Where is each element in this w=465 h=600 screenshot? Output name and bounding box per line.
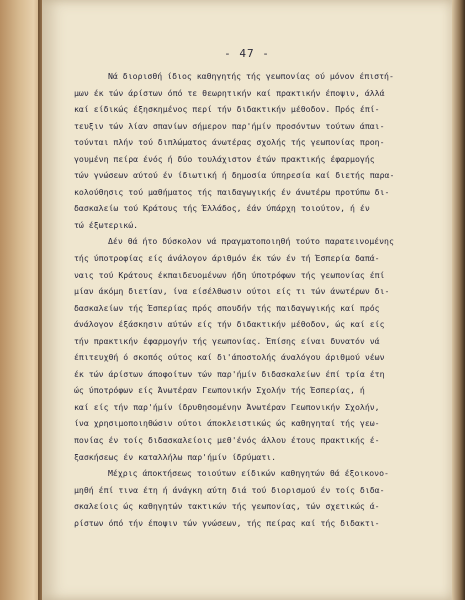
- text-line: έπιτευχθή ό σκοπός ούτος καί δι'άποστολής άναλόγου άριθμού νέων: [74, 352, 385, 363]
- text-line: Δέν θά ήτο δύσκολον νά πραγματοποιηθή τούτο παρατεινομένης: [108, 236, 394, 247]
- previous-page-edge: [0, 0, 42, 600]
- text-line: μων έκ τών άρίστων όπό τε θεωρητικήν καί πρακτικήν έποψιν, άλλά: [74, 87, 385, 98]
- page-body-text: [74, 68, 442, 531]
- text-line: δασκαλείων τής Έσπερίας πρός σπουδήν τής παιδαγωγικής καί πρός: [74, 302, 380, 313]
- text-line: ξασκήσεως έν καταλλήλω παρ'ήμίν ίδρύματι.: [74, 451, 277, 462]
- text-line: τευξιν τών λίαν σπανίων σήμερον παρ'ήμίν προσόντων τούτων άπαι-: [74, 120, 385, 131]
- text-line: έκ τών άρίστων άποφοίτων τών παρ'ήμίν διδασκαλείων έπί τρία έτη: [74, 368, 385, 379]
- text-line: ρίστων όπό τήν έποψιν τών γνώσεων, τής πείρας καί τής διδακτι-: [74, 517, 380, 528]
- text-line: ναις τού Κράτους έκπαιδευομένων ήδη ύποτρόφων τής γεωπονίας έπί: [74, 269, 385, 280]
- text-line: σκαλείοις ώς καθηγητών τακτικών τής γεωπονίας, τών σχετικώς ά-: [74, 501, 380, 512]
- text-line: πονίας έν τοίς διδασκαλείοις μεθ'ένός άλλου έτους πρακτικής έ-: [74, 435, 380, 446]
- text-line: γουμένη πείρα ένός ή δύο τουλάχιστον έτών πρακτικής έφαρμογής: [74, 153, 375, 164]
- page-number: - 47 -: [224, 47, 270, 60]
- text-line: κολούθησις τού μαθήματος τής παιδαγωγικής έν άνωτέρω προτύπω δι-: [74, 186, 390, 197]
- text-line: μίαν άκόμη διετίαν, ίνα είσέλθωσιν ούτοι είς τι τών άνωτέρων δι-: [74, 286, 390, 297]
- text-line: τούνται πλήν τού διπλώματος άνωτέρας σχολής τής γεωπονίας προη-: [74, 137, 385, 148]
- text-line: τήν πρακτικήν έφαρμογήν τής γεωπονίας. Έπίσης είναι δυνατόν νά: [74, 335, 380, 346]
- document-page: [42, 0, 452, 600]
- text-line: καί είδικώς έξησκημένος περί τήν διδακτικήν μέθοδον. Πρός έπί-: [74, 104, 380, 115]
- text-line: ώς ύποτρόφων είς Άνωτέραν Γεωπονικήν Σχολήν τής Έσπερίας, ή: [74, 385, 365, 396]
- text-line: άνάλογον έξάσκησιν αύτών είς τήν διδακτικήν μέθοδον, ώς καί είς: [74, 319, 385, 330]
- text-line: δασκαλείω τού Κράτους τής Έλλάδος, έάν ύπάρχη τοιούτον, ή έν: [74, 203, 370, 214]
- text-line: τής ύποτροφίας είς άνάλογον άριθμόν έκ τών έν τή Έσπερία δαπά-: [74, 253, 380, 264]
- text-line: Νά διορισθή ίδιος καθηγητής τής γεωπονίας ού μόνον έπιστή-: [108, 71, 394, 81]
- text-line: Μέχρις άποκτήσεως τοιούτων είδικών καθηγητών θά έξοικονο-: [108, 468, 389, 479]
- text-line: τών γνώσεων αύτού έν ίδιωτική ή δημοσία ύπηρεσία καί διετής παρα-: [74, 170, 395, 181]
- text-line: τώ έξωτερικώ.: [74, 219, 139, 230]
- page-right-edge: [452, 0, 465, 600]
- text-line: καί είς τήν παρ'ήμίν ίδρυθησομένην Άνωτέραν Γεωπονικήν Σχολήν,: [74, 401, 380, 412]
- text-line: μηθή έπί τινα έτη ή άνάγκη αύτη διά τού διορισμού έν τοίς διδα-: [74, 484, 385, 495]
- text-line: ίνα χρησιμοποιηθώσιν ούτοι άποκλειστικώς ώς καθηγηταί τής γεω-: [74, 418, 380, 429]
